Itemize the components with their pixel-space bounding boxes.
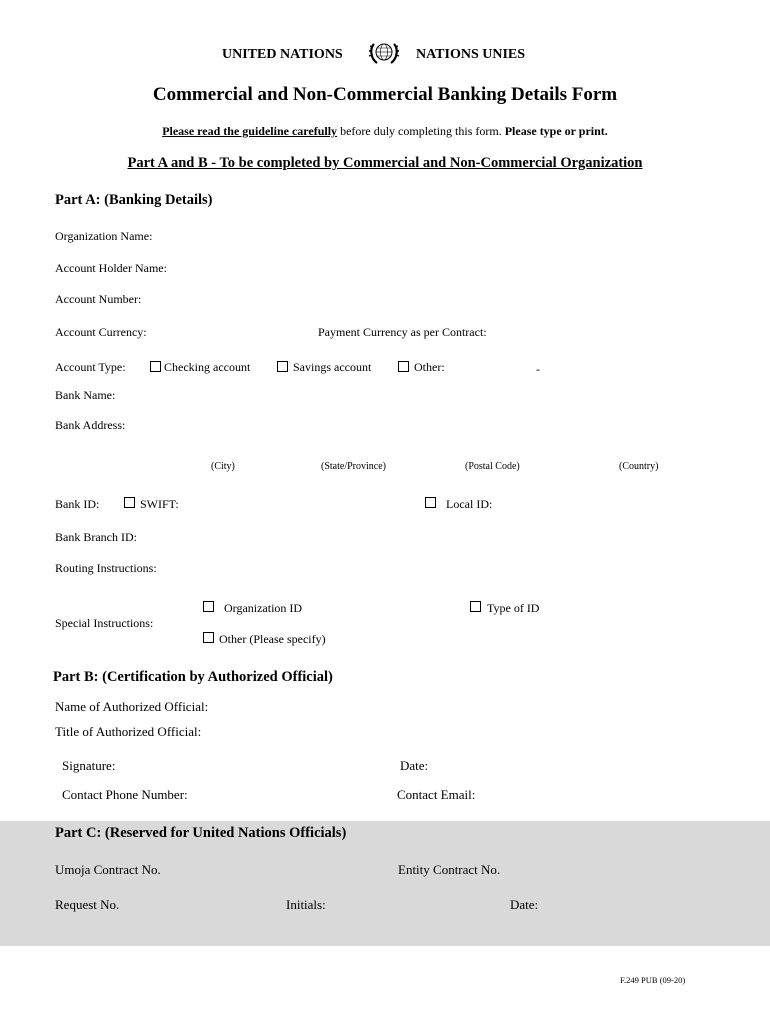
un-emblem-icon <box>368 38 400 68</box>
other-specify-checkbox[interactable] <box>203 632 214 643</box>
request-no-label: Request No. <box>55 897 120 912</box>
special-instructions-label: Special Instructions: <box>55 616 154 630</box>
authorized-name-label: Name of Authorized Official: <box>55 699 209 714</box>
bank-address-label: Bank Address: <box>55 418 126 432</box>
state-caption: (State/Province) <box>321 461 386 472</box>
guideline-text: Please read the guideline carefully <box>162 124 338 138</box>
bank-name-label: Bank Name: <box>55 388 116 402</box>
other-specify-label: Other (Please specify) <box>219 632 326 646</box>
account-holder-name-label: Account Holder Name: <box>55 261 167 275</box>
other-dash: - <box>536 362 540 376</box>
part-b-heading: Part B: (Certification by Authorized Official) <box>53 669 333 685</box>
bank-id-label: Bank ID: <box>55 497 100 511</box>
part-a-heading: Part A: (Banking Details) <box>55 192 213 208</box>
instructions-middle: before duly completing this form. <box>337 124 505 138</box>
postal-caption: (Postal Code) <box>465 461 520 472</box>
instructions <box>0 124 770 139</box>
part-c-heading: Part C: (Reserved for United Nations Officials) <box>55 825 347 841</box>
account-number-label: Account Number: <box>55 292 142 306</box>
savings-label: Savings account <box>293 360 372 374</box>
authorized-title-label: Title of Authorized Official: <box>55 724 202 739</box>
page-title: Commercial and Non-Commercial Banking Details Form <box>152 84 618 105</box>
umoja-contract-label: Umoja Contract No. <box>55 862 161 877</box>
type-of-id-checkbox[interactable] <box>470 601 481 612</box>
other-label: Other: <box>414 360 445 374</box>
contact-phone-label: Contact Phone Number: <box>62 787 188 802</box>
signature-label: Signature: <box>62 758 116 773</box>
header-left: UNITED NATIONS <box>222 47 343 62</box>
city-caption: (City) <box>211 461 235 472</box>
bank-branch-id-label: Bank Branch ID: <box>55 530 137 544</box>
form-code: F.249 PUB (09-20) <box>620 975 686 985</box>
organization-id-checkbox[interactable] <box>203 601 214 612</box>
savings-checkbox[interactable] <box>277 361 288 372</box>
header-right: NATIONS UNIES <box>416 47 526 62</box>
routing-instructions-label: Routing Instructions: <box>55 561 157 575</box>
part-b-date-label: Date: <box>400 758 429 773</box>
account-currency-label: Account Currency: <box>55 325 147 339</box>
checking-label: Checking account <box>164 360 251 374</box>
local-id-label: Local ID: <box>446 497 493 511</box>
type-of-id-label: Type of ID <box>487 601 540 615</box>
type-print-text: Please type or print. <box>504 124 608 138</box>
swift-label: SWIFT: <box>140 497 179 511</box>
section-heading: Part A and B - To be completed by Commercial and Non-Commercial Organization <box>127 155 643 171</box>
organization-name-label: Organization Name: <box>55 229 153 243</box>
account-type-label: Account Type: <box>55 360 126 374</box>
contact-email-label: Contact Email: <box>397 787 476 802</box>
organization-id-label: Organization ID <box>224 601 303 615</box>
swift-checkbox[interactable] <box>124 497 135 508</box>
payment-currency-label: Payment Currency as per Contract: <box>318 325 487 339</box>
entity-contract-label: Entity Contract No. <box>398 862 501 877</box>
other-checkbox[interactable] <box>398 361 409 372</box>
initials-label: Initials: <box>286 897 326 912</box>
country-caption: (Country) <box>619 461 659 472</box>
local-id-checkbox[interactable] <box>425 497 436 508</box>
part-c-date-label: Date: <box>510 897 539 912</box>
checking-checkbox[interactable] <box>150 361 161 372</box>
